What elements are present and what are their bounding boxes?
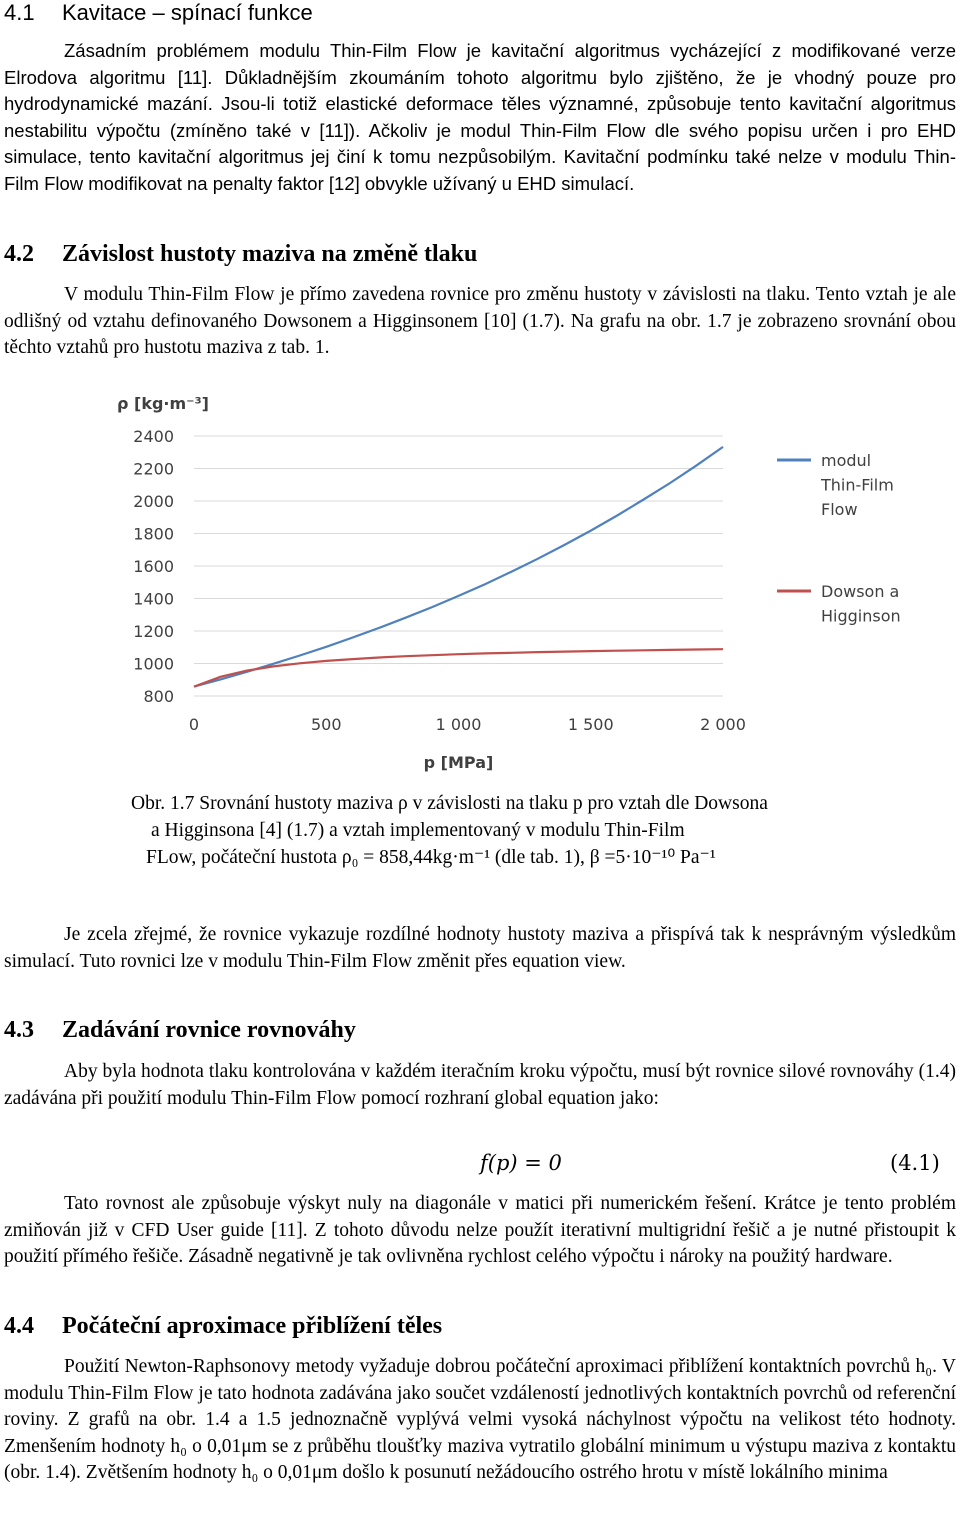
section-number: 4.4: [4, 1313, 34, 1339]
y-axis-label: ρ [kg·m⁻³]: [117, 394, 209, 413]
section-heading-4-4: [4, 1313, 442, 1340]
x-tick-label: 1 000: [435, 715, 482, 734]
y-tick-label: 1200: [133, 622, 174, 641]
y-tick-label: 2200: [133, 459, 174, 479]
paragraph-hustota: [4, 282, 956, 362]
paragraph-text: Použití Newton-Raphsonovy metody vyžaduje dobrou počáteční aproximaci přiblížení kontaktních povrchů h₀. V modulu Thin-Film Flow je tato hodnota zadávána jako součet vzdáleností jednotlivých kontaktních povrchů od referenční roviny. Z grafů na obr. 1.4 a 1.5 jednoznačně vyplývá velmi vysoká náchylnost výpočtu na velikost této hodnoty. Zmenšením hodnoty h₀ o 0,01μm se z průběhu tloušťky maziva vytratilo globální minimum u výstupu maziva z kontaktu (obr. 1.4). Zvětšením hodnoty h₀ o 0,01μm došlo k posunutí nežádoucího ostrého hrotu v místě lokálního minima: [4, 1356, 956, 1483]
paragraph-aproximace: [4, 1354, 956, 1487]
paragraph-text: Je zcela zřejmé, že rovnice vykazuje rozdílné hodnoty hustoty maziva a přispívá tak k nesprávným výsledkům simulací. Tuto rovnici lze v modulu Thin-Film Flow změnit přes equation view.: [4, 924, 956, 972]
series-line-2: [194, 649, 723, 686]
paragraph-text: V modulu Thin-Film Flow je přímo zavedena rovnice pro změnu hustoty v závislosti na tlaku. Tento vztah je ale odlišný od vztahu definovaného Dowsonem a Higginsonem [10] (1.7). Na grafu na obr. 1.7 je zobrazeno srovnání obou těchto vztahů pro hustotu maziva z tab. 1.: [4, 284, 956, 358]
y-tick-label: 1000: [133, 654, 174, 674]
y-tick-label: 2400: [133, 427, 174, 446]
x-tick-label: 0: [188, 715, 200, 734]
equation-number: (4.1): [890, 1151, 940, 1175]
legend-entry: modul Thin-Film Flow: [821, 451, 894, 519]
x-tick-label: 500: [310, 715, 342, 734]
paragraph-text: Tato rovnost ale způsobuje výskyt nuly na diagonále v matici při numerickém řešení. Krátce je tento problém zmiňován již v CFD User guide [11]. Z tohoto důvodu nelze použít iterativní multigridní řešič a je nutné přistoupit k použití přímého řešiče. Zásadně negativně je tak ovlivněna rychlost celého výpočtu i nároky na použitý hardware.: [4, 1193, 956, 1267]
y-tick-label: 800: [143, 687, 174, 706]
paragraph-kavitace: [4, 38, 956, 197]
section-number: 4.2: [4, 241, 34, 267]
section-title: Počáteční aproximace přiblížení těles: [62, 1313, 443, 1339]
section-number: 4.1: [4, 0, 35, 25]
legend-entry: Dowson a Higginson: [821, 582, 901, 626]
caption-line: Obr. 1.7 Srovnání hustoty maziva ρ v závislosti na tlaku p pro vztah dle Dowsona: [131, 793, 768, 814]
section-heading-4-2: [4, 241, 477, 268]
section-number: 4.3: [4, 1017, 34, 1043]
x-tick-label: 2 000: [700, 715, 746, 734]
y-tick-label: 1800: [133, 524, 174, 544]
x-tick-label: 1 500: [567, 715, 614, 734]
paragraph-rovnovaha: [4, 1059, 956, 1112]
section-heading-4-3: [4, 1017, 356, 1044]
section-title: Kavitace – spínací funkce: [62, 0, 313, 25]
paragraph-text: Zásadním problémem modulu Thin-Film Flow je kavitační algoritmus vycházející z modifikované verze Elrodova algoritmu [11]. Důkladnějším zkoumáním tohoto algoritmu bylo zjištěno, že je vhodný pouze pro hydrodynamické mazání. Jsou-li totiž elastické deformace těles významné, způsobuje tento kavitační algoritmus nestabilitu výpočtu (zmíněno také v [11]). Ačkoliv je modul Thin-Film Flow dle svého popisu určen i pro EHD simulace, tento kavitační algoritmus jej činí k tomu nezpůsobilým. Kavitační podmínku také nelze v modulu Thin-Film Flow modifikovat na penalty faktor [12] obvykle užívaný u EHD simulací.: [4, 40, 956, 194]
y-tick-label: 1400: [133, 589, 174, 609]
caption-line: FLow, počáteční hustota ρ₀ = 858,44kg·m⁻¹ (dle tab. 1), β =5·10⁻¹⁰ Pa⁻¹: [146, 847, 716, 868]
section-title: Zadávání rovnice rovnováhy: [62, 1017, 356, 1043]
equation-formula: f(p) = 0: [480, 1151, 562, 1175]
paragraph-zrejme: [4, 922, 956, 975]
figure-caption: [131, 790, 901, 871]
paragraph-text: Aby byla hodnota tlaku kontrolována v každém iteračním kroku výpočtu, musí být rovnice silové rovnováhy (1.4) zadávána při použití modulu Thin-Film Flow pomocí rozhraní global equation jako:: [4, 1061, 956, 1109]
density-pressure-chart: [95, 385, 925, 775]
y-tick-label: 2000: [133, 492, 174, 511]
section-title: Závislost hustoty maziva na změně tlaku: [62, 241, 478, 267]
caption-line: a Higginsona [4] (1.7) a vztah implementovaný v modulu Thin-Film: [151, 820, 685, 841]
paragraph-nula: [4, 1191, 956, 1271]
y-tick-label: 1600: [133, 557, 174, 576]
x-axis-label: p [MPa]: [423, 753, 494, 772]
section-heading-4-1: [4, 0, 313, 26]
